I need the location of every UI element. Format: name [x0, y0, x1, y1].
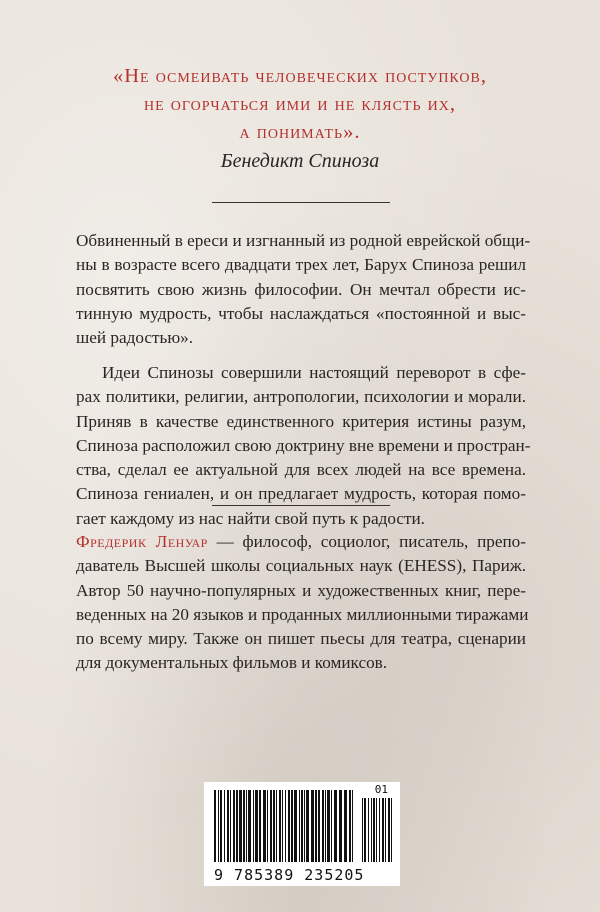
barcode-addon-bar [373, 798, 375, 862]
barcode-bar [218, 790, 219, 862]
text-line: по всему миру. Также он пишет пьесы для театра, сценарии [76, 629, 526, 649]
barcode-bar [349, 790, 351, 862]
text-line: Спиноза гениален, и он предлагает мудрость, которая помо- [76, 484, 526, 504]
barcode-bar [246, 790, 247, 862]
barcode-bar [306, 790, 309, 862]
barcode-bar [334, 790, 337, 862]
barcode-bar [282, 790, 283, 862]
text-line: веденных на 20 языков и проданных миллионными тиражами [76, 604, 529, 624]
barcode-bar [315, 790, 317, 862]
barcode-addon-bar [388, 798, 390, 862]
barcode-bar [276, 790, 277, 862]
barcode-bar [344, 790, 347, 862]
barcode-addon-bar [379, 798, 380, 862]
barcode-bar [263, 790, 266, 862]
text-line: шей радостью». [76, 328, 194, 348]
text-line: рах политики, религии, антропологии, психологии и морали. [76, 387, 526, 407]
barcode-bar [239, 790, 242, 862]
barcode-bar [285, 790, 286, 862]
barcode-addon-bar [391, 798, 392, 862]
barcode-bar [352, 790, 353, 862]
barcode-addon-bar [364, 798, 366, 862]
text-line: Приняв в качестве единственного критерия истины разум, [76, 411, 526, 431]
barcode-bar [253, 790, 254, 862]
barcode-bar [299, 790, 300, 862]
text-line: даватель Высшей школы социальных наук (EHESS), Париж. [76, 556, 526, 576]
barcode-addon-bar [382, 798, 384, 862]
barcode-bar [236, 790, 238, 862]
barcode-bar [214, 790, 216, 862]
quote-line-1: «Не осмеивать человеческих поступков, [112, 65, 487, 87]
author-name: Фредерик Ленуар [76, 532, 208, 551]
isbn-number: 9 785389 235205 [214, 866, 365, 884]
barcode-bar [301, 790, 303, 862]
quote-author: Бенедикт Спиноза [220, 150, 380, 172]
divider-bottom [212, 505, 390, 506]
barcode-bar [230, 790, 231, 862]
barcode-addon-bar [376, 798, 377, 862]
barcode-bar [339, 790, 342, 862]
barcode-addon-bar [385, 798, 386, 862]
barcode-addon-bar [368, 798, 369, 862]
barcode-bar [294, 790, 297, 862]
quote-line-2: не огорчаться ими и не клясть их, [144, 93, 456, 115]
barcode-bar [327, 790, 330, 862]
text-line: ны в возрасте всего двадцати трех лет, Барух Спиноза решил [76, 255, 526, 275]
barcode-bar [311, 790, 314, 862]
barcode-bar [248, 790, 251, 862]
isbn-barcode [204, 782, 400, 886]
barcode-bar [227, 790, 229, 862]
barcode-bar [304, 790, 305, 862]
text-line [76, 530, 526, 554]
text-line: ства, сделал ее актуальной для всех людей на все времена. [76, 460, 526, 480]
text-line: Автор 50 научно-популярных и художественных книг, пере- [76, 580, 526, 600]
author-bio [76, 530, 529, 676]
barcode-bar [270, 790, 272, 862]
epigraph-quote [0, 62, 600, 146]
text-line: гает каждому из нас найти свой путь к радости. [76, 508, 425, 528]
barcode-bar [279, 790, 281, 862]
barcode-bar [243, 790, 245, 862]
quote-line-3: а понимать». [239, 121, 361, 143]
barcode-bar [267, 790, 268, 862]
barcode-addon-bar [371, 798, 372, 862]
barcode-bar [291, 790, 293, 862]
bio-first-line-rest: — философ, социолог, писатель, препо- [207, 532, 526, 551]
divider-top [212, 202, 390, 203]
text-line: Идеи Спинозы совершили настоящий переворот в сфе- [102, 363, 526, 382]
barcode-addon-bar [362, 798, 363, 862]
text-line: Обвиненный в ереси и изгнанный из родной еврейской общи- [76, 231, 531, 250]
barcode-bar [322, 790, 324, 862]
text-line: для документальных фильмов и комиксов. [76, 653, 388, 673]
barcode-bar [233, 790, 235, 862]
text-line: Спиноза расположил свою доктрину вне времени и простран- [76, 435, 531, 455]
description-paragraph-1 [76, 229, 531, 350]
barcode-addon: 01 [374, 783, 388, 796]
barcode-bar [273, 790, 275, 862]
barcode-bar [220, 790, 222, 862]
barcode-bar [288, 790, 290, 862]
text-line: посвятить свою жизнь философии. Он мечтал обрести ис- [76, 279, 526, 299]
barcode-bar [255, 790, 258, 862]
barcode-bar [259, 790, 261, 862]
barcode-bar [224, 790, 225, 862]
barcode-bar [331, 790, 332, 862]
barcode-bar [325, 790, 326, 862]
text-line: тинную мудрость, чтобы наслаждаться «постоянной и выс- [76, 303, 526, 323]
barcode-bar [318, 790, 320, 862]
